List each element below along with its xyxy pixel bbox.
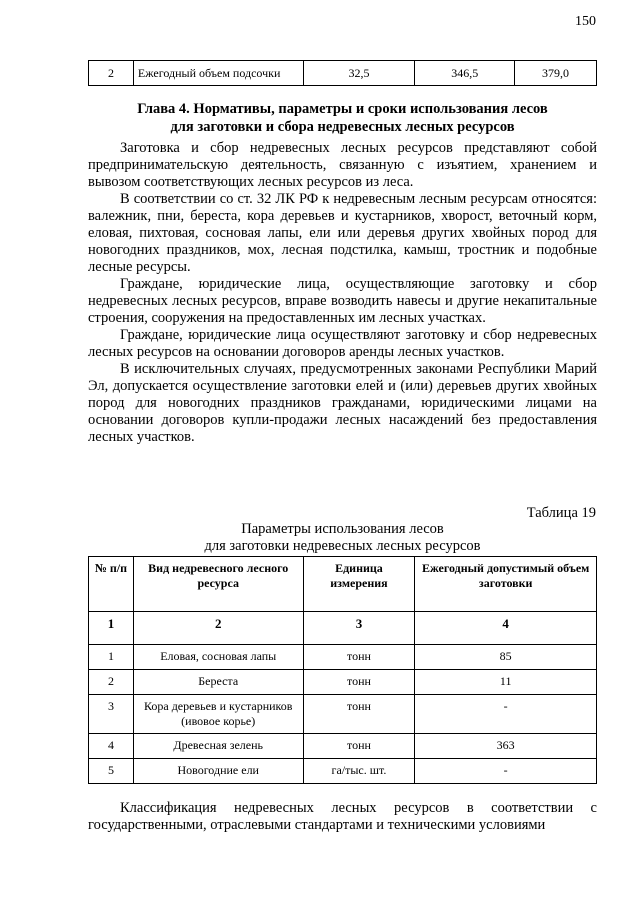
column-header: Единица измерения bbox=[303, 557, 415, 612]
column-number: 3 bbox=[303, 612, 415, 645]
table-cell: 363 bbox=[415, 734, 597, 759]
column-number: 2 bbox=[133, 612, 303, 645]
table-row bbox=[89, 734, 597, 759]
table-cell: Береста bbox=[133, 670, 303, 695]
table-cell: 3 bbox=[89, 695, 134, 734]
continued-table bbox=[88, 60, 597, 86]
table-cell: Ежегодный объем подсочки bbox=[133, 61, 303, 86]
table-cell: 5 bbox=[89, 759, 134, 784]
table-cell: тонн bbox=[303, 695, 415, 734]
chapter-title bbox=[88, 100, 597, 136]
table-cell: 4 bbox=[89, 734, 134, 759]
paragraph: В исключительных случаях, предусмотренных законами Республики Марий Эл, допускается осуществление заготовки елей и (или) деревьев других хвойных пород для новогодних праздников гражданами, юридическими лицами на основании договоров купли-продажи лесных насаждений без предоставления лесных участков. bbox=[88, 361, 597, 445]
table-cell: Древесная зелень bbox=[133, 734, 303, 759]
table-cell: 2 bbox=[89, 61, 134, 86]
column-number: 4 bbox=[415, 612, 597, 645]
table-cell: 1 bbox=[89, 645, 134, 670]
paragraph: Граждане, юридические лица осуществляют заготовку и сбор недревесных лесных ресурсов на основании договоров аренды лесных участков. bbox=[88, 327, 597, 360]
paragraph: Заготовка и сбор недревесных лесных ресурсов представляют собой предпринимательскую деятельность, связанную с изъятием, хранением и вывозом соответствующих лесных ресурсов из леса. bbox=[88, 140, 597, 190]
table-cell: - bbox=[415, 695, 597, 734]
column-number-row bbox=[89, 612, 597, 645]
table-cell: 346,5 bbox=[415, 61, 515, 86]
table-cell: тонн bbox=[303, 734, 415, 759]
table-row bbox=[89, 645, 597, 670]
table-cell: 32,5 bbox=[303, 61, 415, 86]
paragraph: В соответствии со ст. 32 ЛК РФ к недревесным лесным ресурсам относятся: валежник, пни, береста, кора деревьев и кустарников, хворост, веточный корм, еловая, пихтовая, сосновая лапы, ели или деревья других хвойных пород для новогодних праздников, мох, лесная подстилка, камыш, тростник и подобные лесные ресурсы. bbox=[88, 191, 597, 275]
column-header: Ежегодный допустимый объем заготовки bbox=[415, 557, 597, 612]
table-cell: Кора деревьев и кустарников (ивовое корье) bbox=[133, 695, 303, 734]
table-header-row bbox=[89, 557, 597, 612]
table-cell: тонн bbox=[303, 670, 415, 695]
table-caption bbox=[88, 521, 597, 555]
table-cell: тонн bbox=[303, 645, 415, 670]
table-row bbox=[89, 61, 597, 86]
table-cell: Новогодние ели bbox=[133, 759, 303, 784]
chapter-title-line: Глава 4. Нормативы, параметры и сроки использования лесов bbox=[137, 101, 548, 117]
table-caption-line: Параметры использования лесов bbox=[241, 521, 444, 537]
table-cell: - bbox=[415, 759, 597, 784]
table-row bbox=[89, 759, 597, 784]
resources-table bbox=[88, 556, 597, 784]
table-cell: 2 bbox=[89, 670, 134, 695]
table-row bbox=[89, 670, 597, 695]
table-label: Таблица 19 bbox=[526, 505, 596, 521]
bottom-text bbox=[88, 800, 597, 834]
table-row bbox=[89, 695, 597, 734]
table-caption-line: для заготовки недревесных лесных ресурсов bbox=[204, 538, 481, 554]
body-text bbox=[88, 140, 597, 446]
table-cell: 379,0 bbox=[515, 61, 597, 86]
column-number: 1 bbox=[89, 612, 134, 645]
paragraph: Граждане, юридические лица, осуществляющие заготовку и сбор недревесных лесных ресурсов, вправе возводить навесы и другие некапитальные строения, сооружения на предоставленных им лесных участках. bbox=[88, 276, 597, 326]
table-cell: Еловая, сосновая лапы bbox=[133, 645, 303, 670]
table-cell: 85 bbox=[415, 645, 597, 670]
page-number: 150 bbox=[575, 14, 596, 29]
chapter-title-line: для заготовки и сбора недревесных лесных ресурсов bbox=[170, 119, 515, 135]
paragraph: Классификация недревесных лесных ресурсов в соответствии с государственными, отраслевыми стандартами и техническими условиями bbox=[88, 800, 597, 833]
column-header: № п/п bbox=[89, 557, 134, 612]
table-cell: га/тыс. шт. bbox=[303, 759, 415, 784]
table-cell: 11 bbox=[415, 670, 597, 695]
column-header: Вид недревесного лесного ресурса bbox=[133, 557, 303, 612]
